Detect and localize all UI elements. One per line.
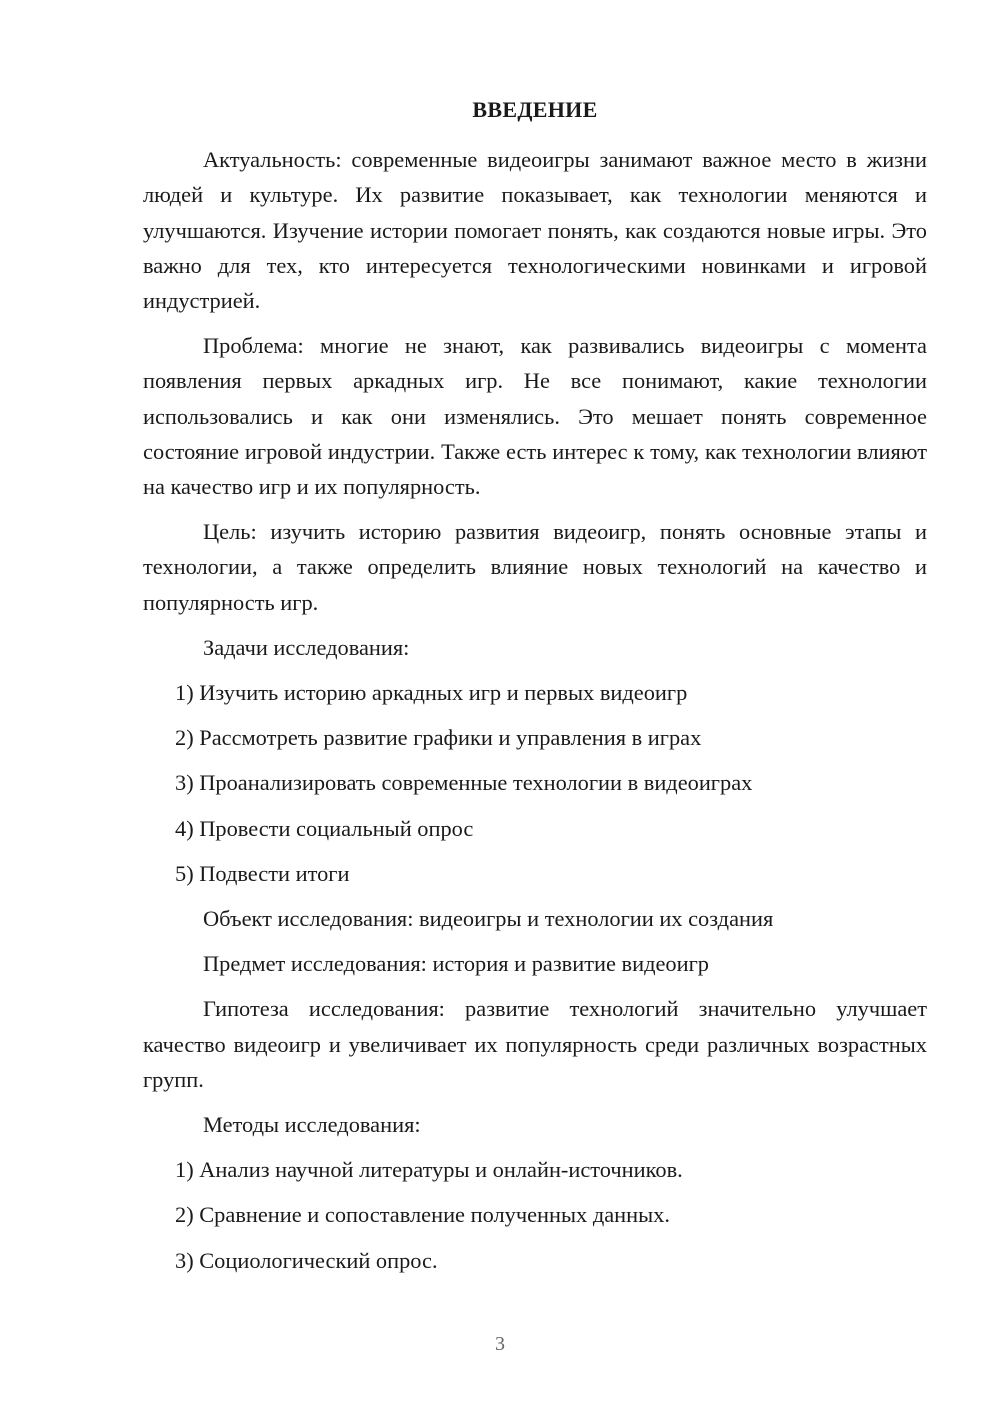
research-subject: Предмет исследования: история и развитие видеоигр (203, 951, 709, 977)
list-item: 1) Анализ научной литературы и онлайн-источников. (175, 1157, 683, 1183)
goal-paragraph: Цель: изучить историю развития видеоигр, понять основные этапы и технологии, а также определить влияние новых технологий на качество и популярность игр. (143, 519, 927, 615)
list-item: 5) Подвести итоги (175, 860, 350, 886)
list-item: 2) Рассмотреть развитие графики и управления в играх (175, 725, 702, 751)
relevance-paragraph: Актуальность: современные видеоигры занимают важное место в жизни людей и культуре. Их развитие показывает, как технологии меняются и улучшаются. Изучение истории помогает понять, как создаются новые игры. Это важно для тех, кто интересуется технологическими новинками и игровой индустрией. (143, 147, 927, 314)
list-item: 4) Провести социальный опрос (175, 815, 474, 841)
list-item: 2) Сравнение и сопоставление полученных данных. (175, 1202, 670, 1228)
methods-list (143, 1152, 927, 1278)
list-item: 3) Социологический опрос. (175, 1247, 438, 1273)
list-item: 1) Изучить историю аркадных игр и первых видеоигр (175, 680, 688, 706)
page-number: 3 (495, 1333, 505, 1355)
methods-heading: Методы исследования: (203, 1112, 421, 1138)
research-object: Объект исследования: видеоигры и технологии их создания (203, 906, 774, 932)
document-page (143, 92, 927, 1288)
tasks-heading: Задачи исследования: (203, 634, 410, 660)
problem-paragraph: Проблема: многие не знают, как развивались видеоигры с момента появления первых аркадных игр. Не все понимают, какие технологии использовались и как они изменялись. Это мешает понять современное состояние игровой индустрии. Также есть интерес к тому, как технологии влияют на качество игр и их популярность. (143, 333, 927, 500)
hypothesis-paragraph: Гипотеза исследования: развитие технологий значительно улучшает качество видеоигр и увеличивает их популярность среди различных возрастных групп. (143, 996, 927, 1092)
section-title: ВВЕДЕНИЕ (472, 97, 598, 122)
tasks-list (143, 675, 927, 891)
list-item: 3) Проанализировать современные технологии в видеоиграх (175, 770, 753, 796)
